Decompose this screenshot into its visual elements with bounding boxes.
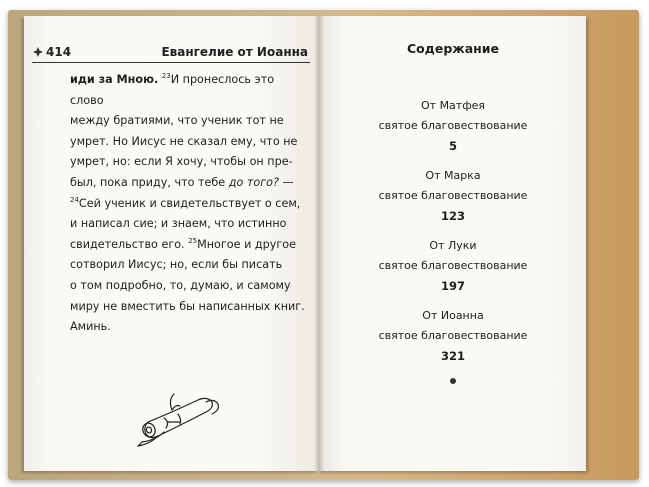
scripture-text bbox=[70, 70, 310, 338]
toc-entry-title: От Луки bbox=[429, 239, 477, 252]
end-ornament-dot bbox=[450, 378, 456, 384]
verse-number: 24 bbox=[70, 195, 79, 204]
header-rule bbox=[32, 62, 310, 63]
verse-number: 23 bbox=[161, 72, 171, 80]
page-number: 414 bbox=[46, 45, 72, 59]
fleuron-icon bbox=[32, 46, 44, 58]
table-of-contents bbox=[328, 40, 578, 384]
toc-entry-title: От Марка bbox=[425, 169, 481, 182]
verse-dash: — bbox=[278, 175, 294, 189]
verse-text: Аминь. bbox=[70, 320, 111, 334]
toc-entry bbox=[328, 306, 578, 366]
verse-text: умрет, но: если Я хочу, чтобы он пре- bbox=[70, 155, 293, 169]
toc-entry-page: 123 bbox=[440, 209, 465, 223]
verse-number: 25 bbox=[188, 236, 198, 245]
toc-entry bbox=[328, 96, 578, 156]
verse-text: И пронеслось это слово bbox=[70, 73, 275, 107]
toc-entry bbox=[328, 236, 578, 296]
toc-entry-title: От Иоанна bbox=[422, 309, 484, 322]
toc-entry-subtitle: святое благовествование bbox=[378, 119, 528, 132]
verse-lead: иди за Мною. bbox=[70, 73, 159, 86]
verse-text: о том подробно, то, думаю, и самому bbox=[70, 278, 291, 292]
toc-entry-title: От Матфея bbox=[421, 99, 485, 112]
toc-entry-page: 321 bbox=[440, 349, 465, 363]
verse-text: умрет. Но Иисус не сказал ему, что не bbox=[70, 134, 298, 148]
verse-text: миру не вместить бы написанных книг. bbox=[70, 299, 305, 313]
toc-entry bbox=[328, 166, 578, 226]
verse-text: сотворил Иисус; но, если бы писать bbox=[70, 258, 283, 272]
verse-italic: до того? bbox=[228, 175, 279, 189]
toc-entry-subtitle: святое благовествование bbox=[378, 259, 528, 272]
toc-entry-subtitle: святое благовествование bbox=[378, 189, 528, 202]
verse-text: свидетельство его. bbox=[70, 237, 185, 251]
verse-text: Многое и другое bbox=[197, 237, 296, 251]
verse-text: между братиями, что ученик тот не bbox=[70, 114, 284, 128]
toc-entry-page: 5 bbox=[448, 139, 457, 153]
verse-text: Сей ученик и свидетельствует о сем, bbox=[78, 196, 301, 210]
book-gutter bbox=[314, 16, 324, 471]
running-title: Евангелие от Иоанна bbox=[161, 45, 308, 59]
scroll-and-quill-icon bbox=[128, 392, 228, 448]
left-page-header bbox=[32, 44, 310, 62]
verse-text: был, пока приду, что тебе bbox=[70, 175, 226, 189]
toc-entry-page: 197 bbox=[440, 279, 465, 293]
toc-title: Содержание bbox=[406, 41, 500, 56]
toc-entry-subtitle: святое благовествование bbox=[378, 329, 528, 342]
verse-text: и написал сие; и знаем, что истинно bbox=[70, 217, 287, 231]
